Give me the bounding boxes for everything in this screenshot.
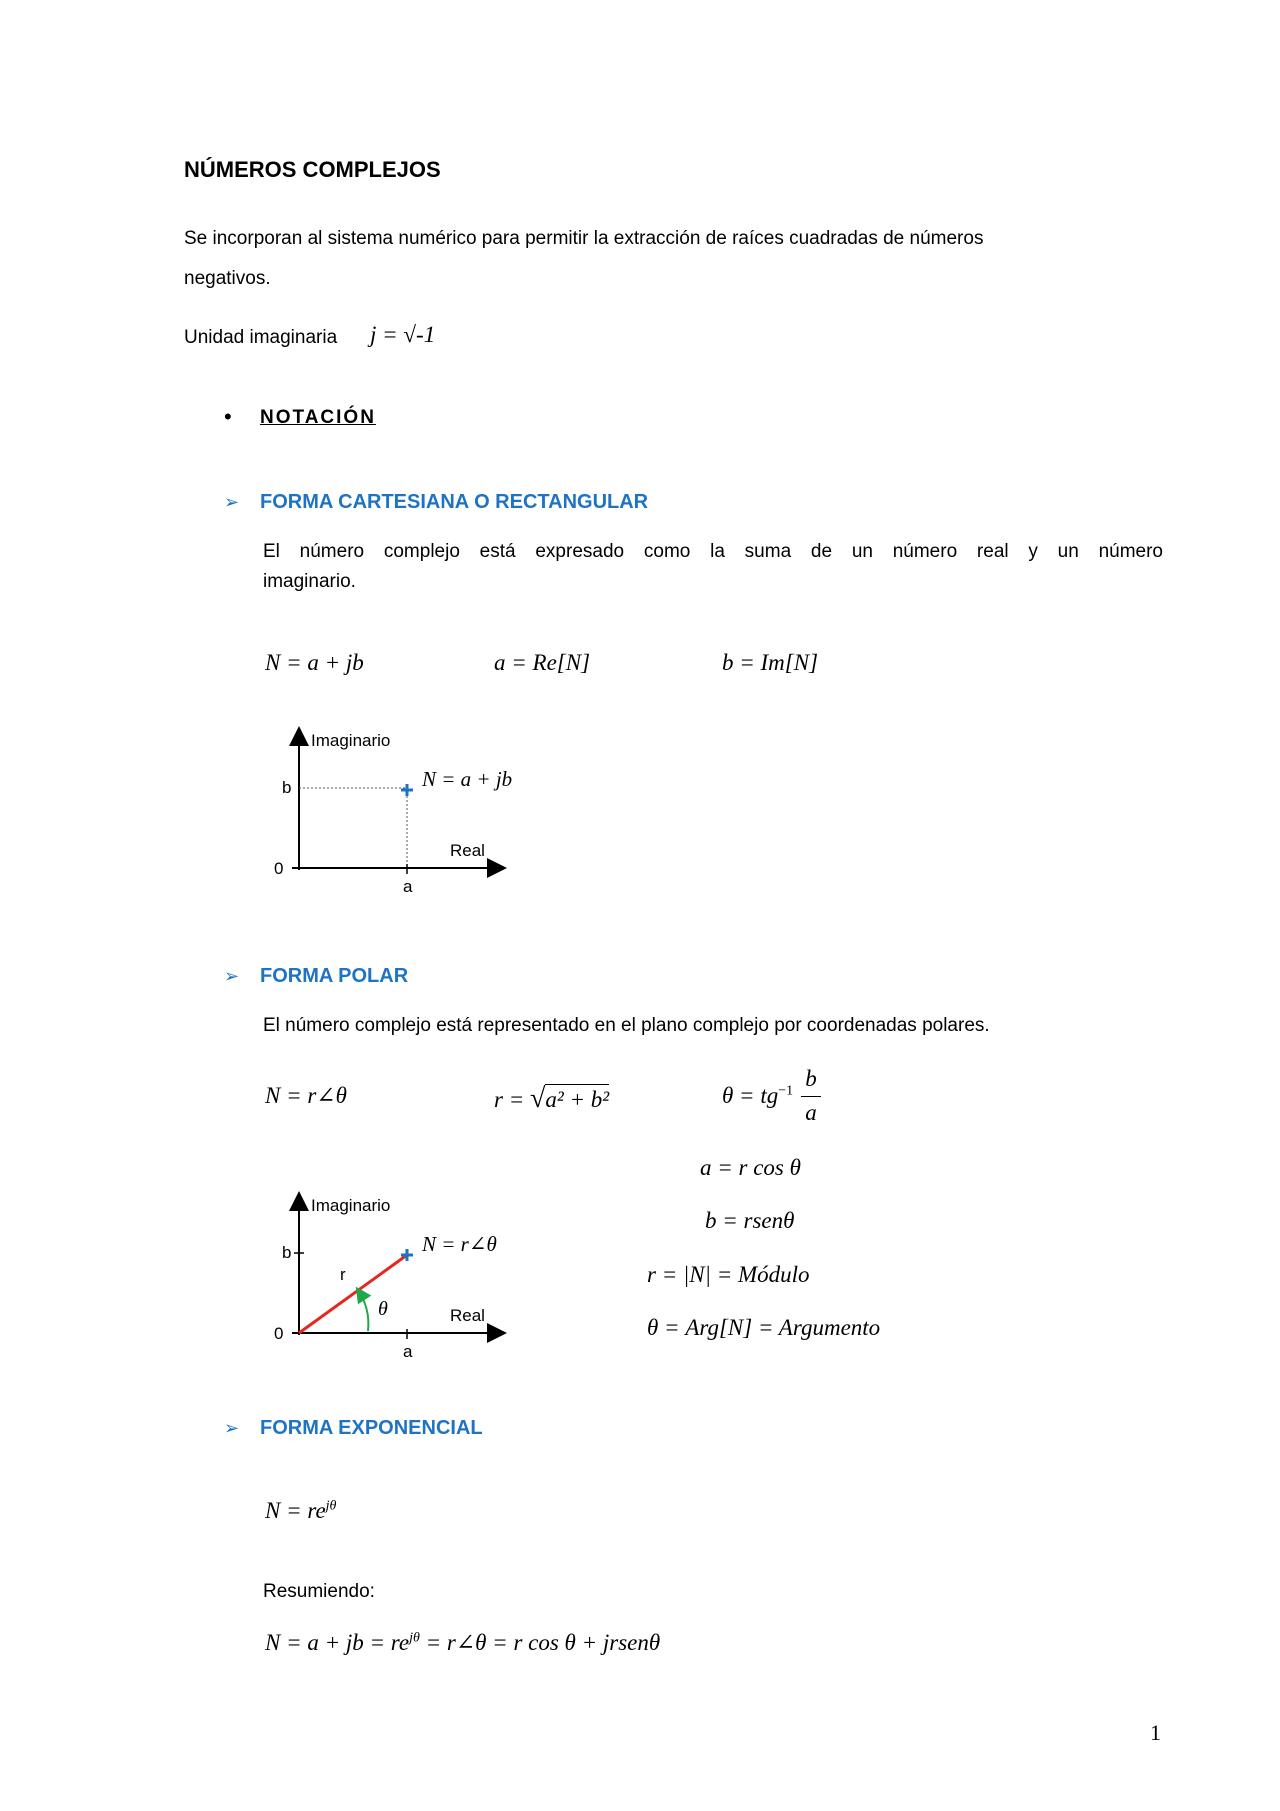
polar-rel-module: r = |N| = Módulo: [647, 1262, 810, 1287]
a-label: a: [403, 1342, 413, 1361]
polar-eq-theta-den: a: [805, 1100, 817, 1125]
y-axis-label: Imaginario: [311, 1196, 391, 1215]
exponential-eq-base: N = re: [265, 1498, 326, 1523]
y-axis-label: Imaginario: [311, 731, 391, 750]
summary-eq-part-2: = r∠θ = r cos θ + jrsenθ: [419, 1630, 661, 1655]
exponential-heading: FORMA EXPONENCIAL: [260, 1417, 483, 1439]
intro-line-1: Se incorporan al sistema numérico para permitir la extracción de raíces cuadradas de números: [184, 228, 984, 249]
cartesian-eq-re: a = Re[N]: [494, 650, 591, 675]
polar-eq-theta-lhs: θ = tg: [722, 1083, 779, 1108]
cartesian-desc-line-1: El número complejo está expresado como la suma de un número real y un número: [263, 541, 1163, 562]
cartesian-desc-line-2: imaginario.: [263, 571, 356, 592]
unit-formula: j = √-1: [370, 322, 436, 347]
polar-eq-theta-sup: −1: [778, 1083, 794, 1099]
intro-line-2: negativos.: [184, 268, 271, 289]
cartesian-heading: FORMA CARTESIANA O RECTANGULAR: [260, 491, 649, 513]
summary-eq-sup: jθ: [409, 1630, 420, 1646]
x-axis-label: Real: [450, 841, 485, 860]
notation-heading: NOTACIÓN: [260, 407, 376, 428]
polar-rel-argument: θ = Arg[N] = Argumento: [647, 1315, 881, 1340]
point-marker-icon: [401, 784, 413, 796]
arrow-bullet-icon: ➢: [224, 492, 240, 512]
page-title: NÚMEROS COMPLEJOS: [184, 157, 441, 182]
polar-eq-theta: [722, 1083, 793, 1109]
unit-label: Unidad imaginaria: [184, 327, 338, 348]
cartesian-diagram: [260, 720, 560, 900]
polar-point-label: N = r∠θ: [422, 1232, 497, 1256]
polar-rel-a: a = r cos θ: [700, 1155, 801, 1180]
b-label: b: [282, 778, 292, 797]
polar-eq-r: [494, 1083, 609, 1115]
polar-eq-r-lhs: r =: [494, 1087, 525, 1112]
exponential-eq-sup: jθ: [325, 1498, 337, 1514]
origin-label: 0: [274, 1324, 284, 1343]
polar-rel-b: b = rsenθ: [705, 1208, 795, 1233]
vector-r: [299, 1255, 407, 1333]
b-label: b: [282, 1243, 292, 1262]
polar-heading: FORMA POLAR: [260, 965, 409, 987]
cartesian-eq-n: N = a + jb: [265, 650, 364, 675]
polar-eq-n: N = r∠θ: [265, 1083, 347, 1108]
summary-label: Resumiendo:: [263, 1581, 375, 1602]
theta-label: θ: [378, 1298, 388, 1320]
origin-label: 0: [274, 859, 284, 878]
exponential-eq: [265, 1498, 336, 1524]
cartesian-point-label: N = a + jb: [422, 767, 513, 791]
a-label: a: [403, 877, 413, 896]
polar-eq-theta-num: b: [805, 1066, 817, 1091]
arrow-bullet-icon: ➢: [224, 966, 240, 986]
page-number: 1: [1150, 1720, 1161, 1745]
summary-eq-part-1: N = a + jb = re: [265, 1630, 410, 1655]
x-axis-label: Real: [450, 1306, 485, 1325]
bullet-icon: •: [224, 404, 232, 429]
polar-desc: El número complejo está representado en el plano complejo por coordenadas polares.: [263, 1015, 990, 1036]
cartesian-eq-im: b = Im[N]: [722, 650, 819, 675]
polar-eq-r-radicand: a² + b²: [545, 1084, 609, 1112]
arrow-bullet-icon: ➢: [224, 1418, 240, 1438]
fraction-bar: [801, 1096, 821, 1097]
r-label: r: [340, 1265, 346, 1284]
polar-diagram: [260, 1185, 560, 1365]
angle-arc-icon: [358, 1290, 368, 1331]
summary-eq: [265, 1630, 660, 1656]
sqrt-icon: √: [529, 1083, 546, 1114]
